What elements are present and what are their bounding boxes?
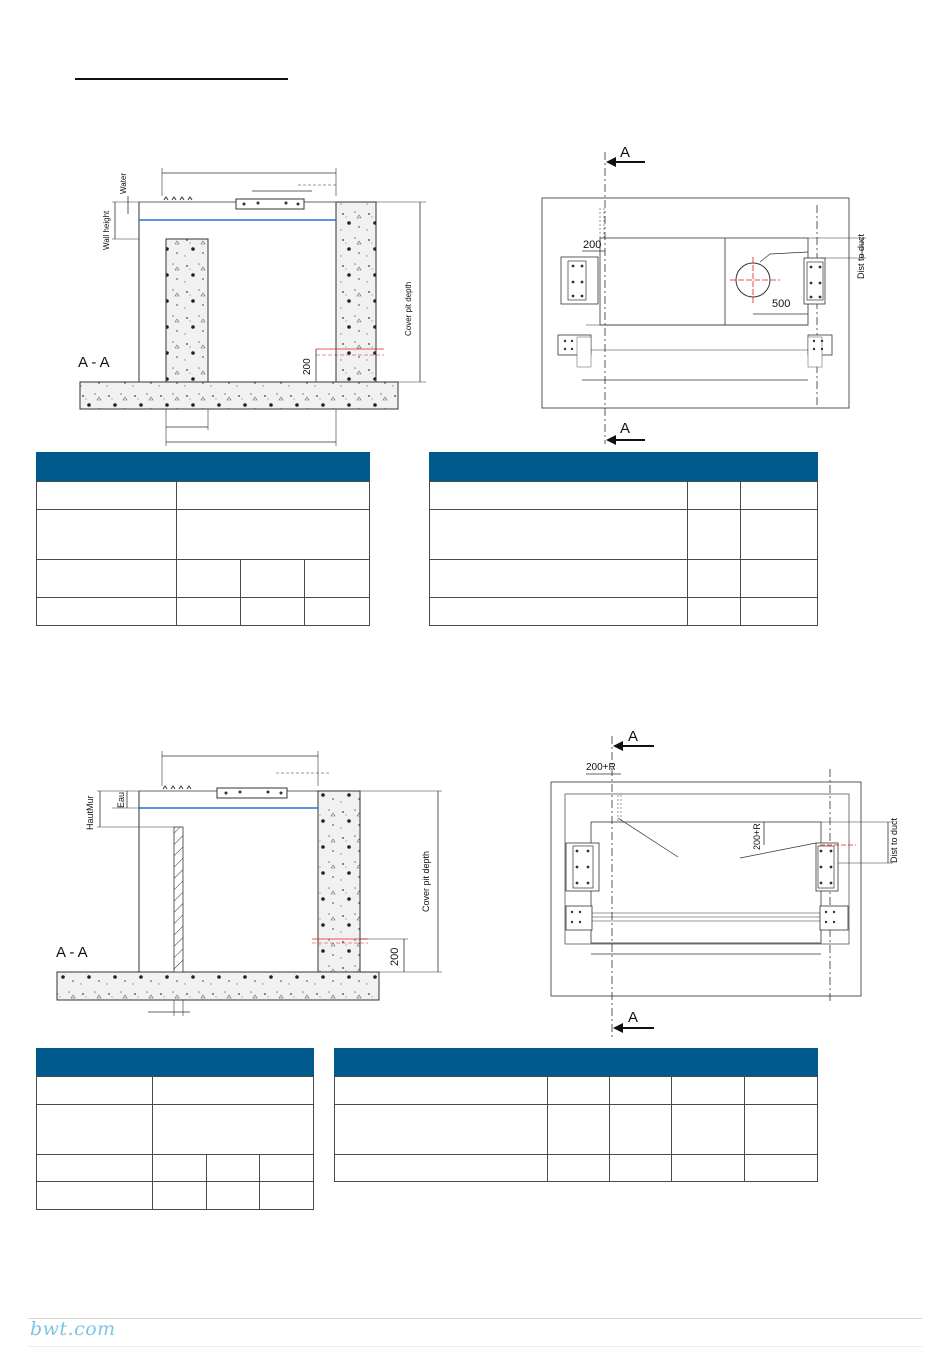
pit-outline [591,822,821,943]
table-cell [177,598,241,626]
dim-200-r-side: 200+R [752,823,762,850]
table-cell [745,1105,818,1155]
section-marker-bottom: A [628,1009,639,1026]
table-cell [741,510,818,560]
table-header-cell [37,453,177,482]
dist-to-duct-label: Dist to duct [889,817,899,863]
table-cell [335,1077,548,1105]
base-slab [80,382,398,409]
table-cell [741,560,818,598]
spec-table-1-left [36,452,370,626]
dim-500: 500 [772,298,791,310]
table-cell [177,482,370,510]
cover-pit-depth-label: Cover pit depth [404,281,413,336]
spec-table-1-right [429,452,818,626]
table-cell [548,1155,610,1182]
table-cell [610,1155,672,1182]
water-label: Water [119,172,128,194]
table-cell [153,1077,314,1105]
table-header-cell [430,453,688,482]
table-header-cell [37,1049,153,1077]
table-cell [745,1155,818,1182]
table-header-cell [177,453,370,482]
section-title: A - A [56,944,88,961]
hatched-wall [174,827,183,972]
footer-divider [28,1318,922,1319]
section-title: A - A [78,354,110,371]
table-cell [672,1077,745,1105]
plan-drawing-1 [542,144,866,445]
wall-height-label: Wall height [102,210,111,250]
table-header-cell [548,1049,610,1077]
table-cell [241,560,305,598]
table-cell [37,510,177,560]
cover-pit-depth-label: Cover pit depth [421,850,431,912]
table-cell [548,1077,610,1105]
rail-bracket-left [566,906,592,930]
table-cell [153,1155,207,1182]
table-header-cell [672,1049,745,1077]
section-marker-top: A [628,728,639,745]
table-cell [672,1155,745,1182]
table-header-cell [335,1049,548,1077]
footer-logo[interactable]: bwt.com [30,1318,116,1340]
table-cell [260,1182,314,1210]
table-cell [177,510,370,560]
table-header-cell [741,453,818,482]
spec-table-2-right [334,1048,818,1182]
elevation-drawing-2 [56,751,442,1016]
table-header-cell [745,1049,818,1077]
rail-bracket-right [820,906,848,930]
footer-divider-bottom [28,1346,922,1347]
bracket-left [566,843,599,891]
bracket-left [561,257,598,304]
pit-outline [600,238,808,325]
table-cell [207,1182,260,1210]
wall-height-label: HautMur [85,795,95,830]
table-cell [37,1182,153,1210]
elevation-drawing-1 [78,168,426,446]
table-cell [688,510,741,560]
table-cell [688,598,741,626]
table-cell [37,1077,153,1105]
dist-to-duct-label: Dist to duct [856,233,866,279]
table-cell [548,1105,610,1155]
dim-200: 200 [389,947,401,966]
table-cell [241,598,305,626]
dim-200-r-top: 200+R [586,762,616,773]
table-header-cell [153,1049,314,1077]
table-cell [177,560,241,598]
spec-table-2-left [36,1048,314,1210]
table-cell [430,482,688,510]
table-cell [335,1105,548,1155]
section-marker-top: A [620,144,631,161]
table-cell [207,1155,260,1182]
bracket-right [816,843,838,891]
table-header-cell [688,453,741,482]
table-cell [305,598,370,626]
dim-200: 200 [583,239,602,251]
cover-plate [236,199,304,209]
table-cell [305,560,370,598]
table-cell [672,1105,745,1155]
table-cell [430,598,688,626]
table-cell [37,482,177,510]
right-wall [318,791,360,972]
table-cell [153,1105,314,1155]
section-marker-bottom: A [620,420,631,437]
left-wall [166,239,208,382]
table-cell [741,482,818,510]
table-cell [745,1077,818,1105]
table-cell [688,560,741,598]
table-cell [37,598,177,626]
water-label: Eau [116,791,126,808]
table-cell [610,1077,672,1105]
table-cell [260,1155,314,1182]
table-cell [335,1155,548,1182]
table-cell [37,1155,153,1182]
table-cell [430,560,688,598]
table-cell [153,1182,207,1210]
table-cell [688,482,741,510]
table-header-cell [610,1049,672,1077]
plan-drawing-2 [551,728,899,1040]
table-cell [741,598,818,626]
dim-200: 200 [302,358,313,375]
base-slab [57,972,379,1000]
table-cell [37,560,177,598]
table-cell [37,1105,153,1155]
table-cell [610,1105,672,1155]
table-cell [430,510,688,560]
